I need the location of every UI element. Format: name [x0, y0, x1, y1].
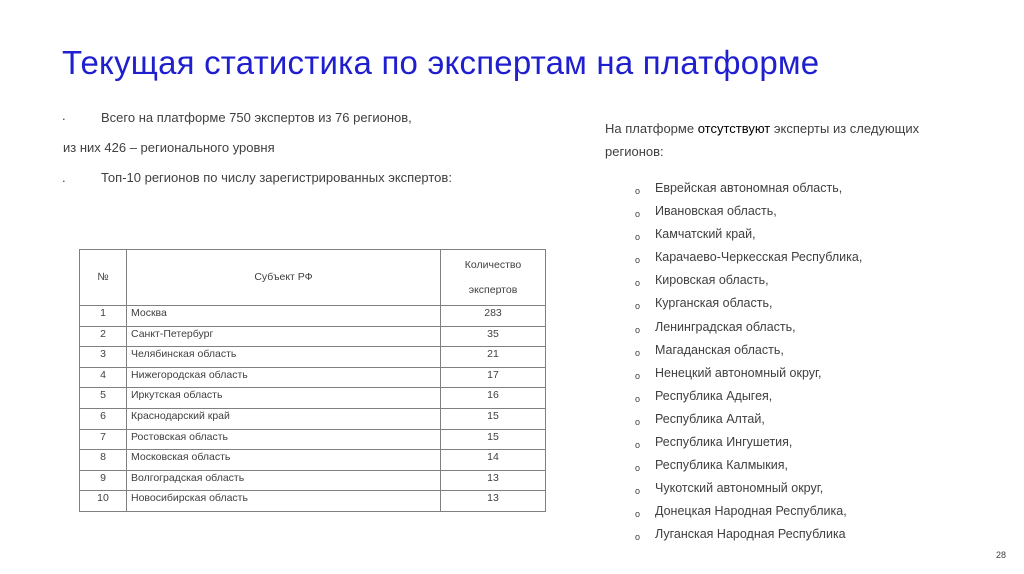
- circle-bullet-icon: o: [635, 532, 641, 543]
- row-subject: Краснодарский край: [127, 408, 441, 429]
- intro-before: На платформе: [605, 121, 698, 136]
- row-subject: Иркутская область: [127, 388, 441, 409]
- row-count: 14: [441, 450, 546, 471]
- page-number: 28: [995, 550, 1006, 560]
- row-subject: Москва: [127, 306, 441, 327]
- row-count: 17: [441, 367, 546, 388]
- circle-bullet-icon: o: [635, 463, 641, 474]
- header-count: [441, 250, 546, 306]
- list-item: [635, 501, 862, 524]
- row-number: 10: [80, 491, 127, 512]
- header-number: №: [80, 250, 127, 306]
- circle-bullet-icon: o: [635, 232, 641, 243]
- region-name: Республика Калмыкия,: [655, 458, 788, 473]
- table-row: [80, 367, 546, 388]
- circle-bullet-icon: o: [635, 209, 641, 220]
- region-name: Республика Ингушетия,: [655, 435, 793, 450]
- row-count: 15: [441, 429, 546, 450]
- top10-intro-text: Топ-10 регионов по числу зарегистрированных экспертов:: [101, 170, 452, 185]
- circle-bullet-icon: o: [635, 324, 641, 335]
- list-item: [635, 317, 862, 340]
- region-name: Ленинградская область,: [655, 319, 796, 334]
- page-title: Текущая статистика по экспертам на платформе: [62, 44, 820, 81]
- row-count: 13: [441, 470, 546, 491]
- list-item: [635, 293, 862, 316]
- circle-bullet-icon: o: [635, 255, 641, 266]
- circle-bullet-icon: o: [635, 370, 641, 381]
- regional-experts-text: из них 426 – регионального уровня: [63, 140, 275, 155]
- circle-bullet-icon: o: [635, 186, 641, 196]
- bullet-mark: .: [62, 108, 66, 123]
- circle-bullet-icon: o: [635, 440, 641, 451]
- table-row: [80, 470, 546, 491]
- row-number: 7: [80, 429, 127, 450]
- circle-bullet-icon: o: [635, 416, 641, 427]
- list-item: [635, 340, 862, 363]
- table-row: [80, 429, 546, 450]
- row-number: 2: [80, 326, 127, 347]
- total-experts-text: Всего на платформе 750 экспертов из 76 регионов,: [101, 110, 412, 125]
- region-name: Курганская область,: [655, 296, 773, 311]
- region-name: Ивановская область,: [655, 204, 777, 219]
- list-item: [635, 178, 862, 201]
- row-subject: Челябинская область: [127, 347, 441, 368]
- region-name: Чукотский автономный округ,: [655, 481, 824, 496]
- list-item: [635, 386, 862, 409]
- row-subject: Санкт-Петербург: [127, 326, 441, 347]
- row-number: 5: [80, 388, 127, 409]
- row-number: 1: [80, 306, 127, 327]
- row-subject: Московская область: [127, 450, 441, 471]
- intro-after: эксперты из следующих регионов:: [605, 121, 920, 159]
- region-name: Донецкая Народная Республика,: [655, 504, 847, 519]
- table-body: [80, 306, 546, 512]
- row-number: 6: [80, 408, 127, 429]
- row-number: 8: [80, 450, 127, 471]
- row-subject: Новосибирская область: [127, 491, 441, 512]
- row-number: 9: [80, 470, 127, 491]
- list-item: [635, 363, 862, 386]
- list-item: [635, 432, 862, 455]
- circle-bullet-icon: o: [635, 509, 641, 520]
- list-item: [635, 455, 862, 478]
- list-item: [635, 409, 862, 432]
- header-count-line2: экспертов: [468, 283, 518, 296]
- list-item: [635, 270, 862, 293]
- region-name: Магаданская область,: [655, 342, 784, 357]
- row-count: 13: [441, 491, 546, 512]
- list-item: [635, 478, 862, 501]
- row-count: 283: [441, 306, 546, 327]
- header-subject: Субъект РФ: [127, 250, 441, 306]
- circle-bullet-icon: o: [635, 347, 641, 358]
- row-number: 4: [80, 367, 127, 388]
- row-subject: Волгоградская область: [127, 470, 441, 491]
- circle-bullet-icon: o: [635, 301, 641, 312]
- table-row: [80, 326, 546, 347]
- intro-highlight: отсутствуют: [697, 121, 771, 136]
- region-name: Ненецкий автономный округ,: [655, 365, 822, 380]
- region-name: Республика Адыгея,: [655, 388, 773, 403]
- table-row: [80, 408, 546, 429]
- list-item: [635, 247, 862, 270]
- region-name: Еврейская автономная область,: [655, 181, 843, 195]
- table-row: [80, 347, 546, 368]
- table-header-row: [80, 250, 546, 306]
- region-name: Луганская Народная Республика: [655, 527, 846, 542]
- missing-regions-intro: [605, 117, 965, 163]
- missing-regions-list: [635, 178, 862, 548]
- row-count: 35: [441, 326, 546, 347]
- row-count: 16: [441, 388, 546, 409]
- row-subject: Нижегородская область: [127, 367, 441, 388]
- row-number: 3: [80, 347, 127, 368]
- circle-bullet-icon: o: [635, 278, 641, 289]
- region-name: Камчатский край,: [655, 227, 756, 242]
- circle-bullet-icon: o: [635, 486, 641, 497]
- row-count: 15: [441, 408, 546, 429]
- list-item: [635, 524, 862, 547]
- list-item: [635, 201, 862, 224]
- circle-bullet-icon: o: [635, 393, 641, 404]
- row-subject: Ростовская область: [127, 429, 441, 450]
- list-item: [635, 224, 862, 247]
- region-name: Карачаево-Черкесская Республика,: [655, 250, 863, 265]
- table-row: [80, 388, 546, 409]
- region-name: Республика Алтай,: [655, 411, 765, 426]
- table-row: [80, 491, 546, 512]
- table-row: [80, 306, 546, 327]
- region-name: Кировская область,: [655, 273, 769, 288]
- table-row: [80, 450, 546, 471]
- top10-regions-table: [79, 249, 546, 512]
- bullet-mark: .: [62, 170, 66, 185]
- row-count: 21: [441, 347, 546, 368]
- header-count-line1: Количество: [464, 258, 522, 271]
